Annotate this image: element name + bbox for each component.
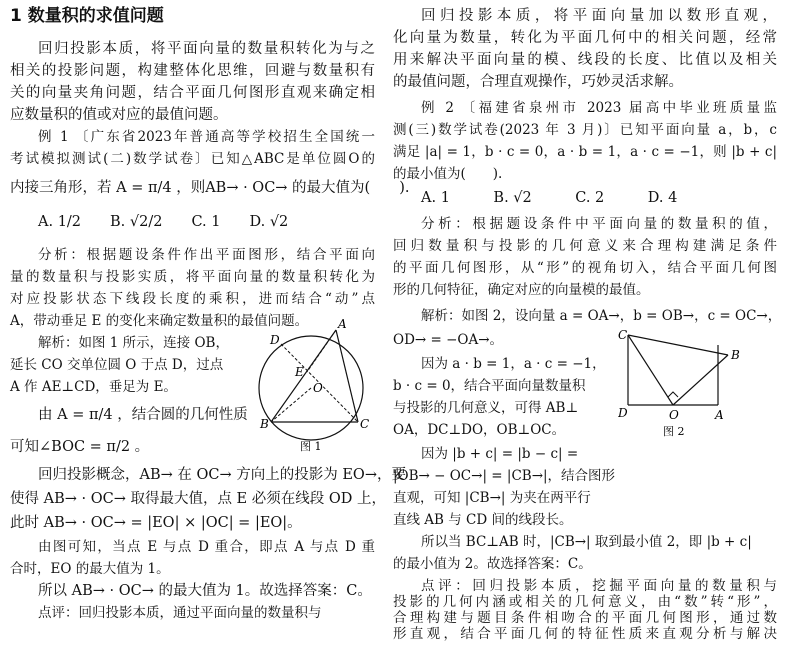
analysis-line: A，带动垂足 E 的变化来确定数量积的最值问题。 — [10, 313, 309, 329]
intro-line: 关的向量夹角问题，结合平面几何图形直观来确定相 — [10, 85, 375, 101]
example-1-source: 考试模拟测试(二)数学试卷〕已知△ABC是单位圆O的 — [10, 151, 375, 167]
example-2-question: 满足 |a| = 1，b · c = 0，a · b = 1，a · c = −1，则 |b + c| — [393, 144, 777, 160]
comment-line: 形直观，结合平面几何的特征性质来直观分析与解决 — [393, 626, 777, 642]
paragraph-line: 用来解决平面向量的模、线段的长度、比值以及相关 — [393, 52, 777, 68]
analysis-line: 量的数量积与投影实质，将平面向量的数量积转化为 — [10, 269, 375, 285]
analysis-line: 分析：根据题设条件作出平面图形，结合平面向 — [38, 247, 375, 263]
solution-line: 合时，EO 的最大值为 1。 — [10, 561, 170, 577]
solution-line: A 作 AE⊥CD，垂足为 E。 — [10, 379, 177, 395]
fig1-label: B — [260, 417, 269, 431]
solution-line: |OB→ − OC→| = |CB→|，结合图形 — [393, 468, 616, 484]
solution-line: 回归投影概念，AB→ 在 OC→ 方向上的投影为 EO→，要 — [38, 467, 406, 483]
example-2-options: A. 1 B. √2 C. 2 D. 4 — [421, 190, 678, 206]
analysis-line: 的平面几何图形，从“形”的视角切入，结合平面几何图 — [393, 260, 777, 276]
solution-line: 此时 AB→ · OC→ = |EO| × |OC| = |EO|。 — [10, 515, 302, 531]
solution-line: b · c = 0，结合平面向量数量积 — [393, 378, 586, 394]
fig2-label: D — [618, 406, 628, 420]
fig1-label: A — [338, 318, 347, 331]
fig2-caption: 图 2 — [663, 425, 685, 438]
fig1-label: D — [270, 333, 280, 347]
solution-line: 可知∠BOC = π/2 。 — [10, 439, 150, 455]
analysis-line: 对应投影状态下线段长度的乘积，进而结合“动”点 — [10, 291, 375, 307]
comment-line: 点评：回归投影本质，挖掘平面向量的数量积与 — [421, 578, 777, 594]
solution-line: 因为 a · b = 1，a · c = −1， — [421, 356, 606, 372]
paragraph-line: 的最值问题，合理直观操作，巧妙灵活求解。 — [393, 74, 683, 90]
solution-line: 解析：如图 1 所示，连接 OB， — [38, 335, 229, 351]
solution-line: 直观，可知 |CB→| 为夹在两平行 — [393, 490, 591, 506]
section-heading: 1 数量积的求值问题 — [10, 6, 164, 26]
example-2-question: 的最小值为( ). — [393, 166, 503, 182]
example-2-source: 测(三)数学试卷(2023 年 3 月)〕已知平面向量 a，b，c — [393, 122, 777, 138]
example-1-options: A. 1/2 B. √2/2 C. 1 D. √2 — [38, 214, 289, 230]
fig2-label: C — [618, 328, 628, 342]
analysis-line: 回归数量积与投影的几何意义来合理构建满足条件 — [393, 238, 777, 254]
intro-line: 相关的投影问题，构建整体化思维，回避与数量积有 — [10, 63, 375, 79]
answer-line: 所以 AB→ · OC→ 的最大值为 1。故选择答案：C。 — [38, 583, 372, 599]
comment-line: 投影的几何内涵或相关的几何意义，由“数”转“形”， — [393, 594, 777, 610]
solution-line: 由 A = π/4 ，结合圆的几何性质 — [38, 407, 248, 423]
comment-line: 点评：回归投影本质，通过平面向量的数量积与 — [38, 605, 322, 621]
answer-line: 所以当 BC⊥AB 时，|CB→| 取到最小值 2，即 |b + c| — [421, 534, 752, 550]
solution-line: 由图可知，当点 E 与点 D 重合，即点 A 与点 D 重 — [38, 539, 375, 555]
example-2-heading: 例 2 〔福建省泉州市 2023 届高中毕业班质量监 — [421, 100, 777, 116]
figure-1 — [248, 318, 376, 458]
example-1-question: 内接三角形，若 A = π/4 ，则AB→ · OC→ 的最大值为( ). — [10, 180, 410, 196]
analysis-line: 分析：根据题设条件中平面向量的数量积的值， — [421, 216, 777, 232]
intro-line: 回归投影本质，将平面向量的数量积转化为与之 — [38, 41, 375, 57]
paragraph-line: 化向量为数量，转化为平面几何中的相关问题，经常 — [393, 30, 777, 46]
fig2-label: O — [669, 408, 679, 422]
answer-line: 的最小值为 2。故选择答案：C。 — [393, 556, 592, 572]
example-1-heading: 例 1 〔广东省2023年普通高等学校招生全国统一 — [38, 129, 375, 145]
solution-line: 延长 CO 交单位圆 O 于点 D，过点 — [10, 357, 224, 373]
fig1-caption: 图 1 — [300, 440, 322, 453]
figure-2 — [618, 325, 773, 440]
solution-line: OA，DC⊥DO，OB⊥OC。 — [393, 422, 566, 438]
solution-line: 解析：如图 2，设向量 a = OA→，b = OB→，c = OC→， — [421, 308, 782, 324]
solution-line: 直线 AB 与 CD 间的线段长。 — [393, 512, 573, 528]
analysis-line: 形的几何特征，确定对应的向量模的最值。 — [393, 282, 650, 298]
fig1-label: C — [360, 417, 370, 431]
comment-line: 合理构建与题目条件相吻合的平面几何图形，通过数 — [393, 610, 777, 626]
solution-line: 与投影的几何意义，可得 AB⊥ — [393, 400, 579, 416]
paragraph-line: 回归投影本质，将平面向量加以数形直观， — [421, 8, 777, 24]
intro-line: 应数量积的值或对应的最值问题。 — [10, 107, 228, 123]
fig1-label: O — [313, 381, 323, 395]
solution-line: OD→ = −OA→。 — [393, 332, 504, 348]
fig2-label: B — [731, 348, 740, 362]
solution-line: 因为 |b + c| = |b − c| = — [421, 446, 579, 462]
fig2-label: A — [715, 408, 724, 422]
solution-line: 使得 AB→ · OC→ 取得最大值，点 E 必须在线段 OD 上， — [10, 491, 386, 507]
fig1-label: E — [295, 365, 304, 379]
